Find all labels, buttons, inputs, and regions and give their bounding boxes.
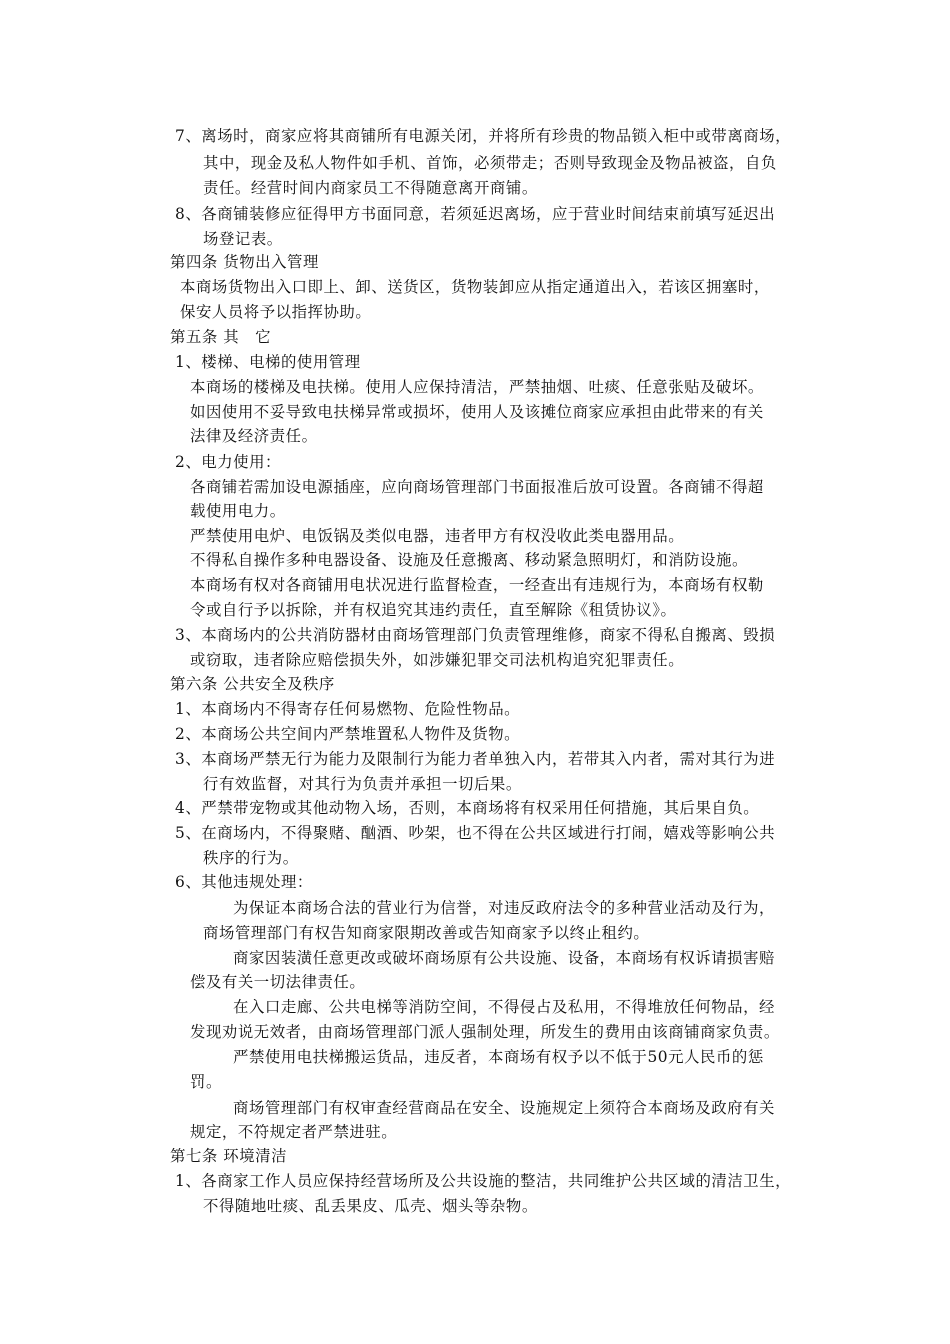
- text-line: 不得私自操作多种电器设备、设施及任意搬离、移动紧急照明灯，和消防设施。: [190, 551, 748, 569]
- section-heading: 第六条 公共安全及秩序: [170, 675, 335, 693]
- text-line: 本商场货物出入口即上、卸、送货区，货物装卸应从指定通道出入，若该区拥塞时，: [180, 278, 770, 296]
- text-line: 发现劝说无效者，由商场管理部门派人强制处理，所发生的费用由该商铺商家负责。: [190, 1023, 780, 1041]
- text-line: 或窃取，违者除应赔偿损失外，如涉嫌犯罪交司法机构追究犯罪责任。: [190, 651, 685, 669]
- text-line: 1、各商家工作人员应保持经营场所及公共设施的整洁，共同维护公共区域的清洁卫生，: [175, 1172, 792, 1190]
- text-line: 规定，不符规定者严禁进驻。: [190, 1123, 398, 1141]
- text-line: 不得随地吐痰、乱丢果皮、瓜壳、烟头等杂物。: [203, 1197, 538, 1215]
- text-line: 保安人员将予以指挥协助。: [180, 303, 372, 321]
- text-line: 1、本商场内不得寄存任何易燃物、危险性物品。: [175, 700, 521, 718]
- text-line: 场登记表。: [203, 230, 283, 248]
- text-line: 3、本商场内的公共消防器材由商场管理部门负责管理维修，商家不得私自搬离、毁损: [175, 626, 776, 644]
- text-line: 8、各商铺装修应征得甲方书面同意，若须延迟离场，应于营业时间结束前填写延迟出: [175, 205, 776, 223]
- text-line: 责任。经营时间内商家员工不得随意离开商铺。: [203, 179, 538, 197]
- text-line: 3、本商场严禁无行为能力及限制行为能力者单独入内，若带其入内者，需对其行为进: [175, 750, 776, 768]
- text-line: 其中，现金及私人物件如手机、首饰，必须带走；否则导致现金及物品被盗，自负: [203, 154, 777, 172]
- text-line: 2、电力使用：: [175, 453, 281, 471]
- text-line: 载使用电力。: [190, 502, 286, 520]
- text-line: 严禁使用电炉、电饭锅及类似电器，违者甲方有权没收此类电器用品。: [190, 527, 685, 545]
- text-line: 商家因装潢任意更改或破坏商场原有公共设施、设备，本商场有权诉请损害赔: [233, 949, 775, 967]
- text-line: 法律及经济责任。: [190, 427, 318, 445]
- text-line: 4、严禁带宠物或其他动物入场，否则，本商场将有权采用任何措施，其后果自负。: [175, 799, 760, 817]
- text-line: 在入口走廊、公共电梯等消防空间，不得侵占及私用，不得堆放任何物品，经: [233, 998, 775, 1016]
- text-line: 2、本商场公共空间内严禁堆置私人物件及货物。: [175, 725, 521, 743]
- text-line: 行有效监督，对其行为负责并承担一切后果。: [203, 775, 522, 793]
- text-line: 1、楼梯、电梯的使用管理: [175, 353, 361, 371]
- text-line: 本商场的楼梯及电扶梯。使用人应保持清洁，严禁抽烟、吐痰、任意张贴及破坏。: [190, 378, 764, 396]
- text-line: 本商场有权对各商铺用电状况进行监督检查，一经查出有违规行为，本商场有权勒: [190, 576, 764, 594]
- text-line: 商场管理部门有权告知商家限期改善或告知商家予以终止租约。: [203, 924, 650, 942]
- text-line: 7、离场时，商家应将其商铺所有电源关闭，并将所有珍贵的物品锁入柜中或带离商场，: [175, 127, 792, 145]
- text-line: 各商铺若需加设电源插座，应向商场管理部门书面报准后放可设置。各商铺不得超: [190, 478, 764, 496]
- text-line: 偿及有关一切法律责任。: [190, 973, 366, 991]
- text-line: 5、在商场内，不得聚赌、酗酒、吵架，也不得在公共区域进行打闹，嬉戏等影响公共: [175, 824, 776, 842]
- text-line: 罚。: [190, 1073, 222, 1091]
- section-heading: 第五条 其 它: [170, 328, 272, 346]
- text-line: 如因使用不妥导致电扶梯异常或损坏，使用人及该摊位商家应承担由此带来的有关: [190, 403, 764, 421]
- text-line: 商场管理部门有权审查经营商品在安全、设施规定上须符合本商场及政府有关: [233, 1099, 775, 1117]
- section-heading: 第四条 货物出入管理: [170, 253, 319, 271]
- text-line: 为保证本商场合法的营业行为信誉，对违反政府法令的多种营业活动及行为，: [233, 899, 775, 917]
- section-heading: 第七条 环境清洁: [170, 1147, 288, 1165]
- text-line: 6、其他违规处理：: [175, 873, 313, 891]
- text-line: 严禁使用电扶梯搬运货品，违反者，本商场有权予以不低于50元人民币的惩: [233, 1048, 764, 1066]
- text-line: 秩序的行为。: [203, 849, 299, 867]
- text-line: 令或自行予以拆除，并有权追究其违约责任，直至解除《租赁协议》。: [190, 601, 677, 619]
